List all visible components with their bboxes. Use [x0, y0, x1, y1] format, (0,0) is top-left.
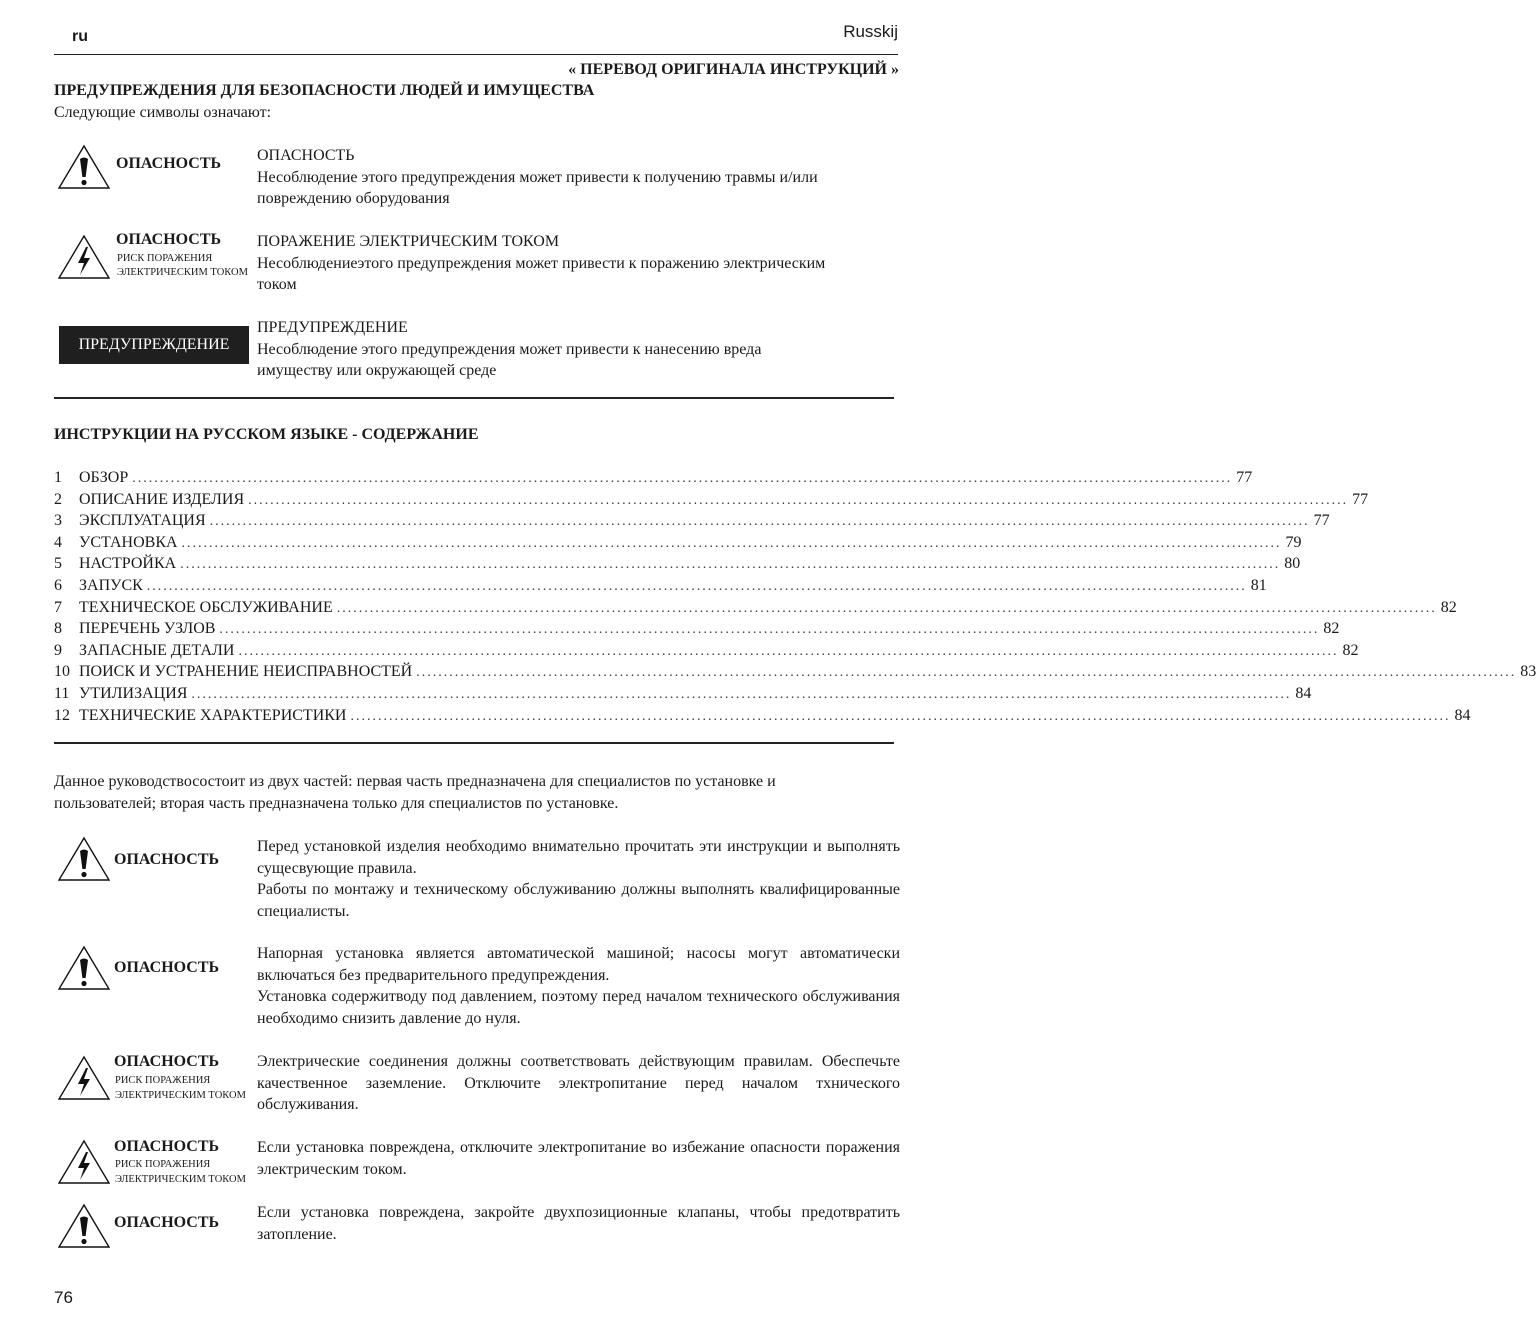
toc-item[interactable]: 12 ТЕХНИЧЕСКИЕ ХАРАКТЕРИСТИКИ ........................................................................................................................................................................................................ 84: [54, 706, 1471, 724]
table-of-contents: [54, 469, 1536, 728]
symbol-sublabel: РИСК ПОРАЖЕНИЯ: [117, 253, 213, 264]
toc-item[interactable]: 4 УСТАНОВКА ........................................................................................................................................................................................................ 79: [54, 533, 1302, 551]
toc-item[interactable]: 8 ПЕРЕЧЕНЬ УЗЛОВ ........................................................................................................................................................................................................ 82: [54, 620, 1340, 638]
electric-shock-icon: [57, 1139, 111, 1185]
warning-label: ОПАСНОСТЬ: [114, 1138, 220, 1155]
toc-item[interactable]: 10 ПОИСК И УСТРАНЕНИЕ НЕИСПРАВНОСТЕЙ ........................................................................................................................................................................................................ 83: [54, 663, 1536, 681]
toc-item[interactable]: 9 ЗАПАСНЫЕ ДЕТАЛИ ........................................................................................................................................................................................................ 82: [54, 641, 1359, 659]
danger-exclamation-icon: [57, 836, 111, 882]
symbol-description: ПОРАЖЕНИЕ ЭЛЕКТРИЧЕСКИМ ТОКОМ Несоблюдениеэтого предупреждения может привести к поражению электрическим током: [257, 233, 826, 294]
toc-leader: ........................................................................................................................................................................................................: [181, 535, 1282, 551]
toc-leader: ........................................................................................................................................................................................................: [180, 557, 1281, 573]
electric-shock-icon: [57, 1055, 111, 1101]
toc-leader: ........................................................................................................................................................................................................: [132, 471, 1233, 486]
warning-text: Если установка повреждена, отключите электропитание во избежание опасности поражения электрическим током.: [257, 1139, 900, 1178]
toc-title: ИНСТРУКЦИИ НА РУССКОМ ЯЗЫКЕ - СОДЕРЖАНИЕ: [54, 426, 479, 443]
toc-leader: ........................................................................................................................................................................................................: [209, 514, 1310, 530]
warning-text: Электрические соединения должны соответствовать действующим правилам. Обеспечьте качественное заземление. Отключите электропитание перед началом тхнического обслуживания.: [257, 1053, 900, 1114]
toc-item[interactable]: 6 ЗАПУСК ........................................................................................................................................................................................................ 81: [54, 576, 1267, 594]
toc-leader: ........................................................................................................................................................................................................: [191, 686, 1292, 702]
toc-item[interactable]: 1 ОБЗОР ........................................................................................................................................................................................................ 77: [54, 469, 1253, 486]
language-name: Russkij: [843, 22, 898, 41]
safety-subtitle: Следующие символы означают:: [54, 104, 272, 121]
warning-label: ОПАСНОСТЬ: [114, 1214, 220, 1231]
section-divider: [54, 397, 894, 399]
warning-text: Перед установкой изделия необходимо внимательно прочитать эти инструкции и выполнять сущесвующие правила. Работы по монтажу и техническому обслуживанию должны выполнять квалифицированные специалисты.: [257, 838, 900, 921]
toc-leader: ........................................................................................................................................................................................................: [238, 643, 1339, 659]
warning-label: ОПАСНОСТЬ: [114, 959, 220, 976]
symbol-row-danger: [54, 144, 900, 208]
toc-leader: ........................................................................................................................................................................................................: [248, 492, 1349, 508]
toc-leader: ........................................................................................................................................................................................................: [219, 622, 1320, 638]
warning-sublabel: РИСК ПОРАЖЕНИЯ: [115, 1075, 211, 1086]
toc-item[interactable]: 11 УТИЛИЗАЦИЯ ........................................................................................................................................................................................................ 84: [54, 684, 1312, 702]
symbol-label: ОПАСНОСТЬ: [116, 155, 222, 172]
danger-exclamation-icon: [57, 144, 111, 190]
warning-label: ОПАСНОСТЬ: [114, 1053, 220, 1070]
toc-item[interactable]: 5 НАСТРОЙКА ........................................................................................................................................................................................................ 80: [54, 555, 1301, 573]
toc-leader: ........................................................................................................................................................................................................: [350, 708, 1451, 724]
warning-sublabel: РИСК ПОРАЖЕНИЯ: [115, 1159, 211, 1170]
symbol-row-warning: [54, 316, 900, 380]
symbol-row-electric: [54, 230, 900, 294]
symbol-description: ОПАСНОСТЬ Несоблюдение этого предупреждения может привести к получению травмы и/или повреждению оборудования: [257, 147, 818, 208]
symbol-label: ОПАСНОСТЬ: [116, 231, 222, 248]
danger-exclamation-icon: [57, 945, 111, 991]
toc-leader: ........................................................................................................................................................................................................: [416, 665, 1517, 681]
toc-leader: ........................................................................................................................................................................................................: [146, 578, 1247, 594]
translation-note: « ПЕРЕВОД ОРИГИНАЛА ИНСТРУКЦИЙ »: [568, 61, 899, 78]
toc-leader: ........................................................................................................................................................................................................: [336, 600, 1437, 616]
toc-item[interactable]: 2 ОПИСАНИЕ ИЗДЕЛИЯ ........................................................................................................................................................................................................ 77: [54, 490, 1369, 508]
toc-item[interactable]: 3 ЭКСПЛУАТАЦИЯ ........................................................................................................................................................................................................ 77: [54, 512, 1330, 530]
warning-sublabel: ЭЛЕКТРИЧЕСКИМ ТОКОМ: [115, 1090, 246, 1101]
warning-label-box: ПРЕДУПРЕЖДЕНИЕ: [59, 326, 249, 364]
symbol-sublabel: ЭЛЕКТРИЧЕСКИМ ТОКОМ: [117, 267, 248, 278]
language-code: ru: [72, 28, 88, 45]
warning-sublabel: ЭЛЕКТРИЧЕСКИМ ТОКОМ: [115, 1174, 246, 1185]
warning-text: Если установка повреждена, закройте двухпозиционные клапаны, чтобы предотвратить затопление.: [257, 1204, 900, 1243]
danger-exclamation-icon: [57, 1203, 111, 1249]
warning-text: Напорная установка является автоматической машиной; насосы могут автоматически включаться без предварительного предупреждения. Установка содержитводу под давлением, поэтому перед началом технического обслуживания необходимо снизить давление до нуля.: [257, 945, 900, 1028]
warning-label: ОПАСНОСТЬ: [114, 851, 220, 868]
symbol-description: ПРЕДУПРЕЖДЕНИЕ Несоблюдение этого предупреждения может привести к нанесению вреда имуществу или окружающей среде: [257, 319, 762, 380]
section-divider: [54, 742, 894, 744]
safety-title: ПРЕДУПРЕЖДЕНИЯ ДЛЯ БЕЗОПАСНОСТИ ЛЮДЕЙ И ИМУЩЕСТВА: [54, 82, 595, 99]
intro-paragraph: Данное руководствосостоит из двух частей: первая часть предназначена для специалистов по установке и пользователей; вторая часть предназначена только для специалистов по установке.: [54, 773, 776, 812]
page-number: 76: [54, 1288, 73, 1307]
toc-item[interactable]: 7 ТЕХНИЧЕСКОЕ ОБСЛУЖИВАНИЕ ........................................................................................................................................................................................................ 82: [54, 598, 1457, 616]
header-divider: [54, 54, 898, 55]
electric-shock-icon: [57, 234, 111, 280]
